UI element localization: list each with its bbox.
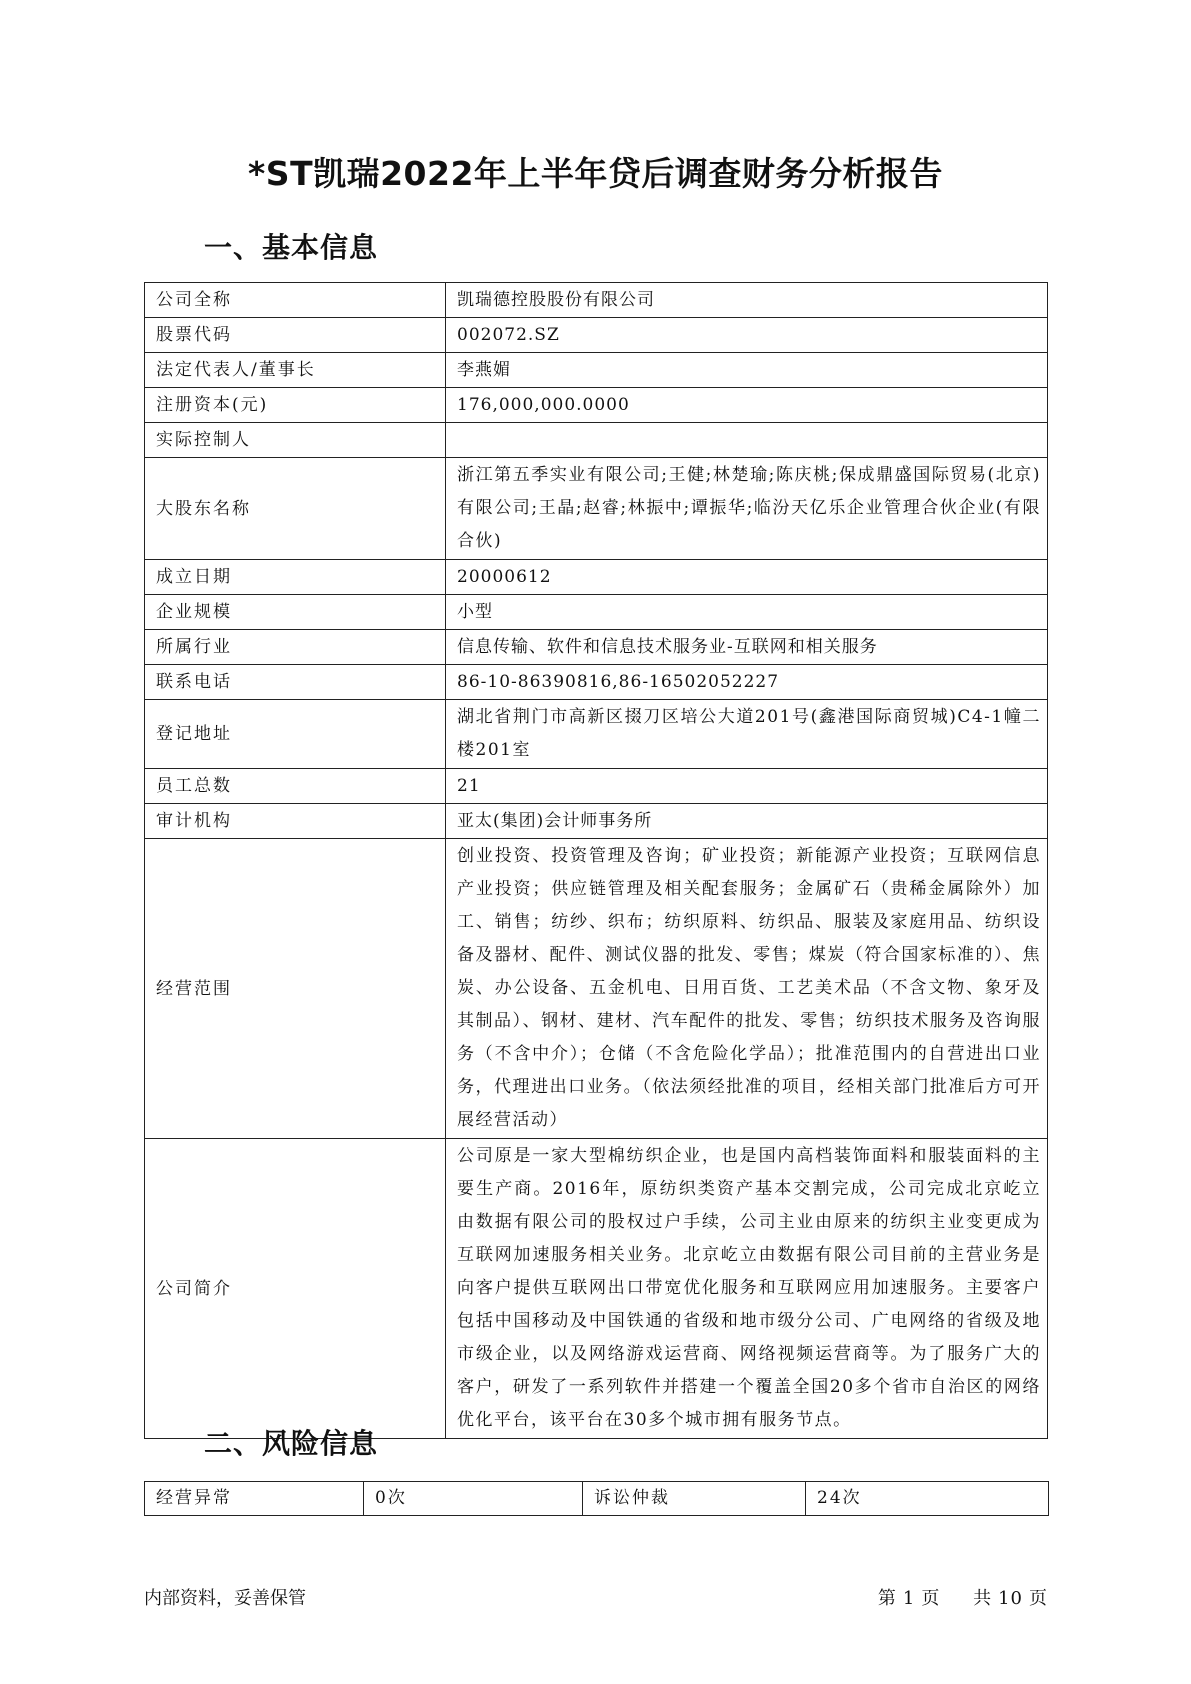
page-number	[872, 1584, 1048, 1610]
table-row	[145, 700, 1048, 769]
table-row	[145, 769, 1048, 804]
row-label-industry: 所属行业	[145, 630, 446, 665]
row-label-founded-date: 成立日期	[145, 560, 446, 595]
row-value-company-profile: 公司原是一家大型棉纺织企业，也是国内高档装饰面料和服装面料的主要生产商。2016年，原纺织类资产基本交割完成，公司完成北京屹立由数据有限公司的股权过户手续，公司主业由原来的纺织主业变更成为互联网加速服务相关业务。北京屹立由数据有限公司目前的主营业务是向客户提供互联网出口带宽优化服务和互联网应用加速服务。主要客户包括中国移动及中国铁通的省级和地市级分公司、广电网络的省级及地市级企业，以及网络游戏运营商、网络视频运营商等。为了服务广大的客户，研发了一系列软件并搭建一个覆盖全国20多个省市自治区的网络优化平台，该平台在30多个城市拥有服务节点。	[446, 1139, 1048, 1439]
row-label-company-profile: 公司简介	[145, 1139, 446, 1439]
page-prefix: 第	[877, 1588, 897, 1609]
page-suffix: 页	[921, 1588, 941, 1609]
row-value-founded-date: 20000612	[446, 560, 1048, 595]
table-row	[145, 560, 1048, 595]
footer-confidential-note: 内部资料，妥善保管	[144, 1588, 306, 1609]
row-label-phone: 联系电话	[145, 665, 446, 700]
risk-info-table	[144, 1481, 1049, 1516]
row-value-registered-address: 湖北省荆门市高新区掇刀区培公大道201号(鑫港国际商贸城)C4-1幢二楼201室	[446, 700, 1048, 769]
total-suffix: 页	[1029, 1588, 1048, 1609]
basic-info-table	[144, 282, 1048, 1439]
row-value-business-scope: 创业投资、投资管理及咨询；矿业投资；新能源产业投资；互联网信息产业投资；供应链管理及相关配套服务；金属矿石（贵稀金属除外）加工、销售；纺纱、织布；纺织原料、纺织品、服装及家庭用品、纺织设备及器材、配件、测试仪器的批发、零售；煤炭（符合国家标准的）、焦炭、办公设备、五金机电、日用百货、工艺美术品（不含文物、象牙及其制品）、钢材、建材、汽车配件的批发、零售；纺织技术服务及咨询服务（不含中介）；仓储（不含危险化学品）；批准范围内的自营进出口业务，代理进出口业务。（依法须经批准的项目，经相关部门批准后方可开展经营活动）	[446, 839, 1048, 1139]
row-label-major-shareholders: 大股东名称	[145, 458, 446, 560]
table-row	[145, 1139, 1048, 1439]
row-value-company-name: 凯瑞德控股股份有限公司	[446, 283, 1048, 318]
risk-label-litigation: 诉讼仲裁	[583, 1482, 806, 1516]
risk-value-abnormal-operation: 0次	[364, 1482, 583, 1516]
row-label-business-scope: 经营范围	[145, 839, 446, 1139]
row-label-company-size: 企业规模	[145, 595, 446, 630]
table-row	[145, 1482, 1049, 1516]
row-label-actual-controller: 实际控制人	[145, 423, 446, 458]
table-row	[145, 283, 1048, 318]
table-row	[145, 458, 1048, 560]
row-value-actual-controller	[446, 423, 1048, 458]
table-row	[145, 318, 1048, 353]
table-row	[145, 630, 1048, 665]
risk-value-litigation: 24次	[806, 1482, 1049, 1516]
table-row	[145, 665, 1048, 700]
row-value-stock-code: 002072.SZ	[446, 318, 1048, 353]
row-label-legal-representative: 法定代表人/董事长	[145, 353, 446, 388]
row-value-major-shareholders: 浙江第五季实业有限公司;王健;林楚瑜;陈庆桃;保成鼎盛国际贸易(北京)有限公司;王晶;赵睿;林振中;谭振华;临汾天亿乐企业管理合伙企业(有限合伙)	[446, 458, 1048, 560]
row-label-stock-code: 股票代码	[145, 318, 446, 353]
page-current: 1	[902, 1588, 916, 1609]
row-value-phone: 86-10-86390816,86-16502052227	[446, 665, 1048, 700]
section-heading-risk-info: 二、风险信息	[204, 1427, 379, 1460]
table-row	[145, 839, 1048, 1139]
risk-label-abnormal-operation: 经营异常	[145, 1482, 364, 1516]
table-row	[145, 388, 1048, 423]
total-prefix: 共	[973, 1588, 993, 1609]
row-value-industry: 信息传输、软件和信息技术服务业-互联网和相关服务	[446, 630, 1048, 665]
table-row	[145, 804, 1048, 839]
document-title: *ST凯瑞2022年上半年贷后调查财务分析报告	[248, 154, 943, 193]
table-row	[145, 595, 1048, 630]
row-label-employee-count: 员工总数	[145, 769, 446, 804]
row-label-registered-address: 登记地址	[145, 700, 446, 769]
table-row	[145, 423, 1048, 458]
row-label-registered-capital: 注册资本(元)	[145, 388, 446, 423]
row-label-company-name: 公司全称	[145, 283, 446, 318]
section-heading-basic-info: 一、基本信息	[204, 231, 379, 264]
table-row	[145, 353, 1048, 388]
row-value-audit-firm: 亚太(集团)会计师事务所	[446, 804, 1048, 839]
row-label-audit-firm: 审计机构	[145, 804, 446, 839]
row-value-registered-capital: 176,000,000.0000	[446, 388, 1048, 423]
row-value-company-size: 小型	[446, 595, 1048, 630]
row-value-legal-representative: 李燕媚	[446, 353, 1048, 388]
row-value-employee-count: 21	[446, 769, 1048, 804]
page-total: 10	[998, 1588, 1023, 1609]
